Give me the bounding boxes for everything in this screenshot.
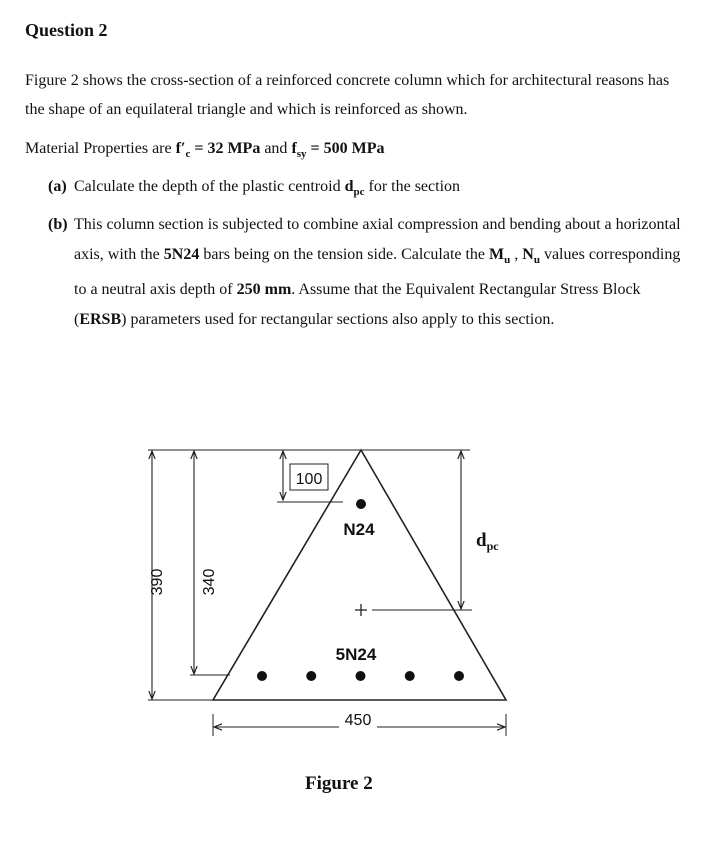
dim-label-390: 390 [149, 568, 166, 596]
dim-label-450: 450 [344, 712, 372, 729]
material-joiner: and [260, 140, 292, 157]
dim-label-100: 100 [295, 471, 323, 488]
fsy-expression: $f_{sy} = 500$ MPa [291, 140, 385, 161]
part-a-label: (a) [48, 178, 67, 195]
part-b-label: (b) [48, 216, 68, 233]
intro-paragraph: Figure 2 shows the cross-section of a reinforced concrete column which for architectural reasons has the shape of an equilateral triangle and which is reinforced as shown. [25, 72, 670, 118]
top-bar-n24 [356, 499, 366, 509]
fc-expression: $f'_c = 32$ MPa [175, 140, 261, 161]
bottom-bar-n24 [405, 671, 415, 681]
part-b-text: This column section is subjected to combine axial compression and bending about a horizontal axis, with the 5N24 bars being on the tension side. Calculate the $M_u$ , $N_u$ values corresponding to a neutral axis depth of 250 mm. Assume that the Equivalent Rectangular Stress Block (ERSB) parameters used for rectangular sections also apply to this section. [74, 216, 681, 329]
label-n24: N24 [343, 520, 375, 539]
bottom-bars-group [257, 671, 464, 681]
dim-label-340: 340 [201, 568, 218, 596]
part-a-text: Calculate the depth of the plastic centroid [74, 178, 345, 195]
figure-caption: Figure 2 [305, 773, 373, 794]
part-a-suffix: for the section [364, 178, 461, 195]
question-heading: Question 2 [25, 20, 108, 40]
bottom-bar-n24 [306, 671, 316, 681]
label-5n24: 5N24 [335, 645, 377, 664]
bottom-bar-n24 [257, 671, 267, 681]
dim-label-dpc: $d_{pc}$ [476, 530, 499, 553]
part-a-symbol: $d_{pc}$ [344, 178, 365, 199]
material-prefix: Material Properties are [25, 140, 176, 157]
bottom-bar-n24 [454, 671, 464, 681]
bottom-bar-n24 [356, 671, 366, 681]
